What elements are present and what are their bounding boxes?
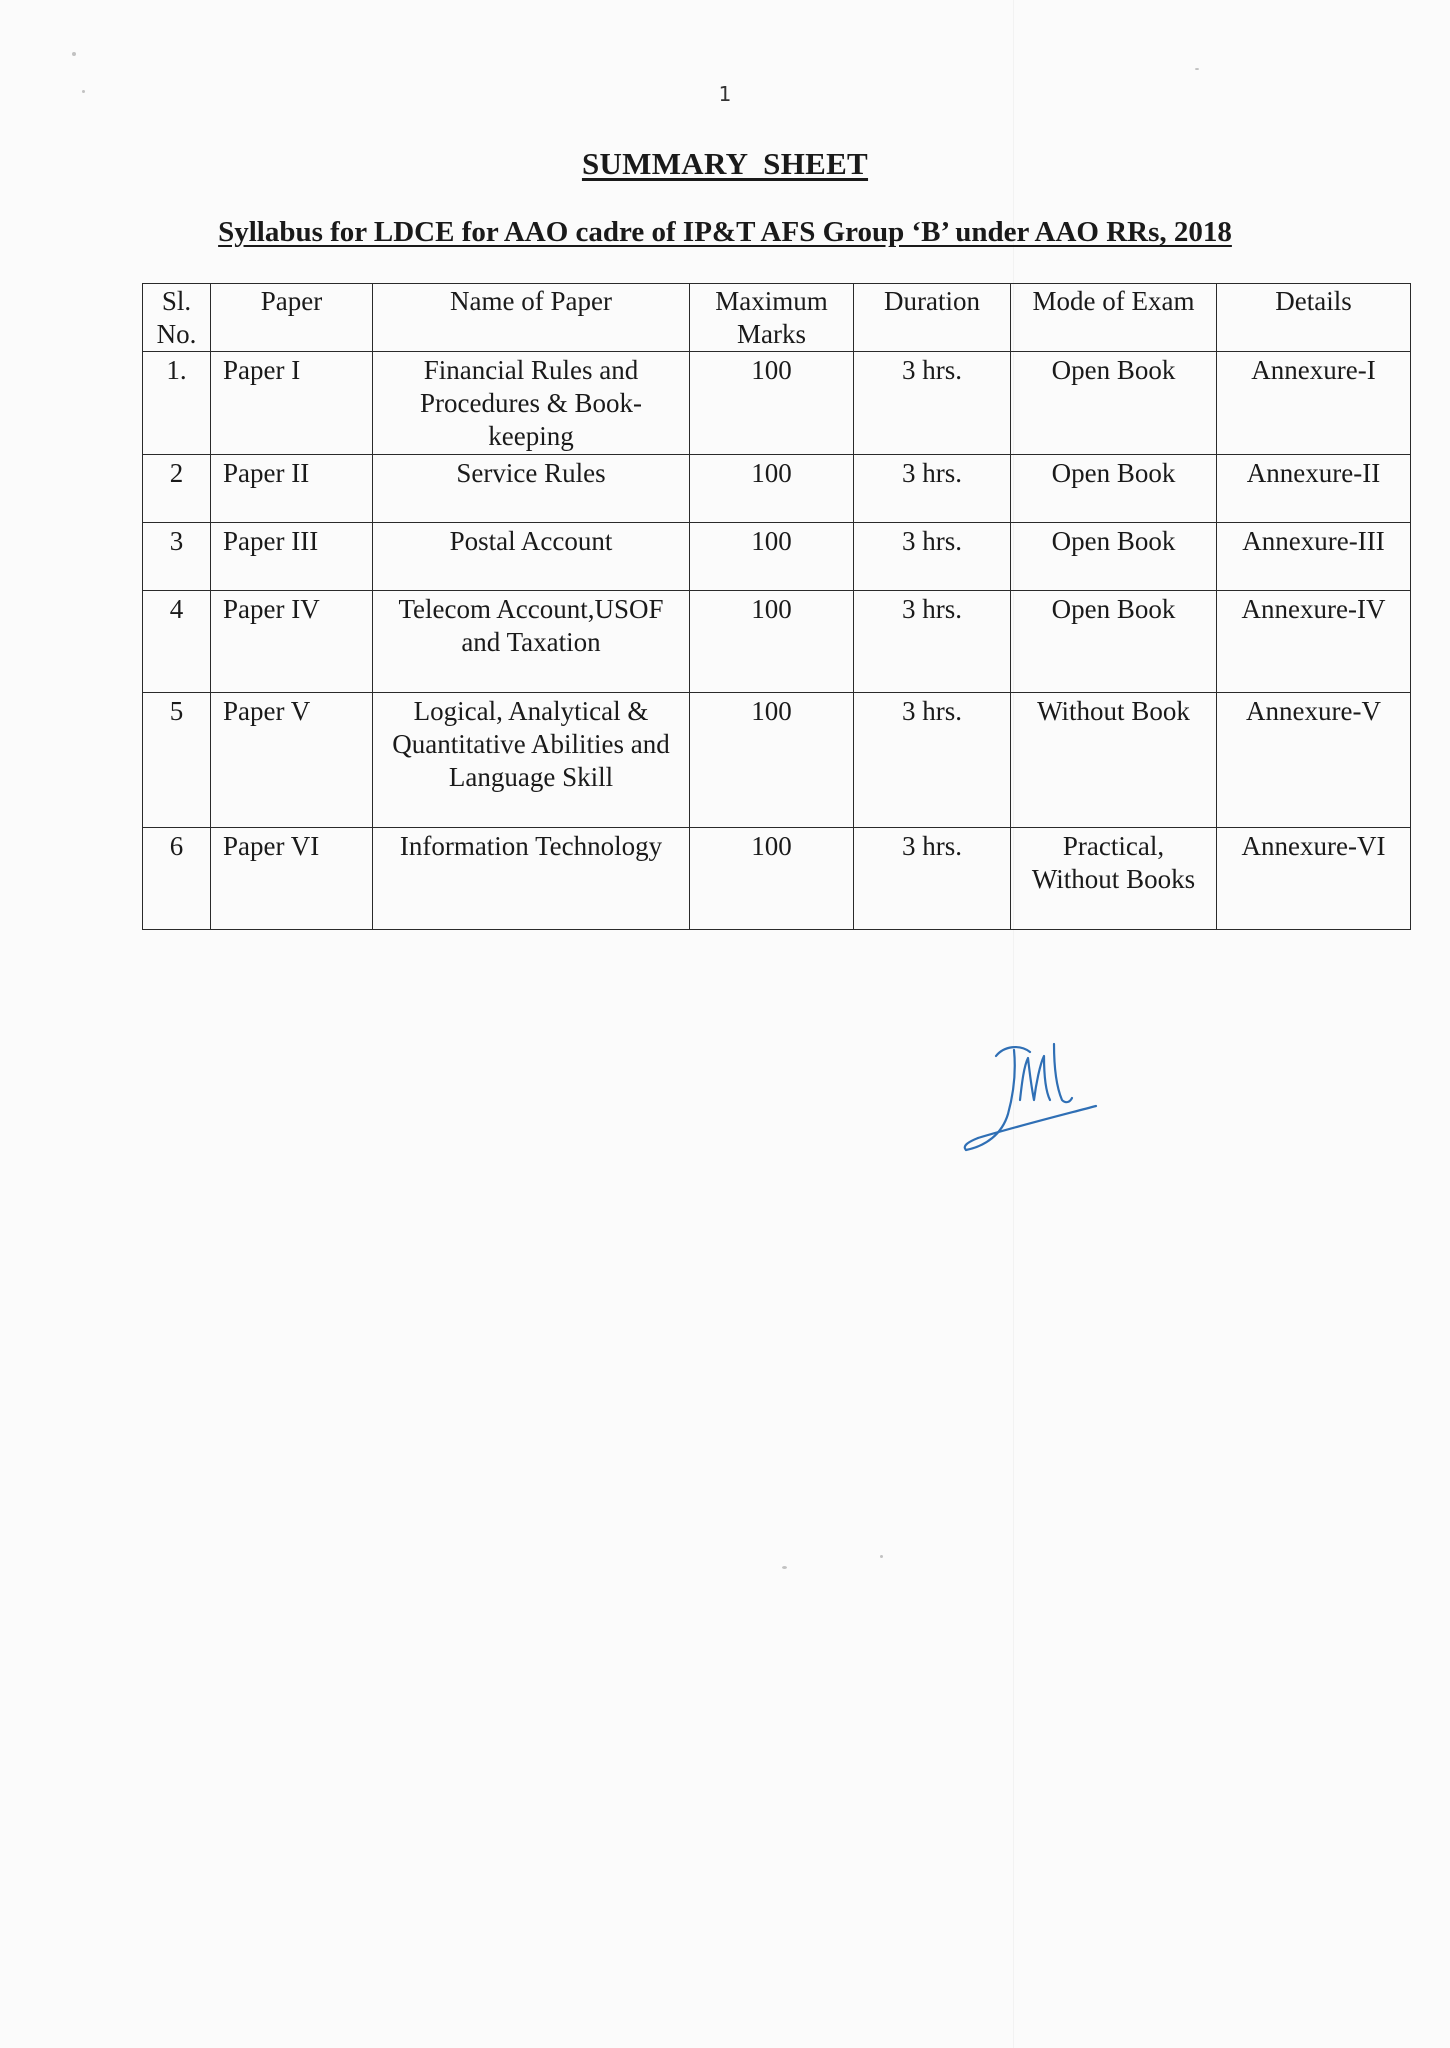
cell-sl-no: 6 bbox=[143, 828, 211, 930]
cell-details: Annexure-IV bbox=[1217, 591, 1411, 693]
table-row bbox=[143, 455, 1411, 523]
handwritten-signature bbox=[958, 1030, 1108, 1160]
cell-details: Annexure-V bbox=[1217, 693, 1411, 828]
scan-speck bbox=[82, 90, 85, 93]
cell-name-of-paper: Telecom Account,USOF and Taxation bbox=[373, 591, 690, 693]
cell-sl-no: 1. bbox=[143, 352, 211, 455]
header-details: Details bbox=[1217, 284, 1411, 352]
cell-duration: 3 hrs. bbox=[854, 523, 1011, 591]
cell-paper: Paper II bbox=[211, 455, 373, 523]
scan-speck bbox=[782, 1566, 787, 1569]
cell-maximum-marks: 100 bbox=[690, 591, 854, 693]
cell-paper: Paper V bbox=[211, 693, 373, 828]
document-title: SUMMARY SHEET bbox=[581, 146, 869, 181]
page-number: 1 bbox=[718, 82, 732, 106]
cell-paper: Paper III bbox=[211, 523, 373, 591]
header-sl-no: Sl. No. bbox=[143, 284, 211, 352]
cell-maximum-marks: 100 bbox=[690, 352, 854, 455]
cell-name-of-paper: Financial Rules and Procedures & Book-keeping bbox=[373, 352, 690, 455]
cell-name-of-paper: Postal Account bbox=[373, 523, 690, 591]
cell-maximum-marks: 100 bbox=[690, 693, 854, 828]
header-mode-of-exam: Mode of Exam bbox=[1011, 284, 1217, 352]
cell-sl-no: 5 bbox=[143, 693, 211, 828]
cell-mode-of-exam: Open Book bbox=[1011, 591, 1217, 693]
cell-name-of-paper: Information Technology bbox=[373, 828, 690, 930]
cell-details: Annexure-III bbox=[1217, 523, 1411, 591]
summary-table bbox=[142, 283, 1411, 930]
cell-maximum-marks: 100 bbox=[690, 455, 854, 523]
cell-mode-of-exam: Open Book bbox=[1011, 352, 1217, 455]
cell-duration: 3 hrs. bbox=[854, 352, 1011, 455]
cell-duration: 3 hrs. bbox=[854, 693, 1011, 828]
cell-paper: Paper IV bbox=[211, 591, 373, 693]
cell-mode-of-exam: Open Book bbox=[1011, 455, 1217, 523]
cell-details: Annexure-I bbox=[1217, 352, 1411, 455]
table-row bbox=[143, 352, 1411, 455]
cell-mode-of-exam: Open Book bbox=[1011, 523, 1217, 591]
cell-details: Annexure-VI bbox=[1217, 828, 1411, 930]
cell-name-of-paper: Logical, Analytical & Quantitative Abilities and Language Skill bbox=[373, 693, 690, 828]
header-duration: Duration bbox=[854, 284, 1011, 352]
header-name-of-paper: Name of Paper bbox=[373, 284, 690, 352]
cell-mode-of-exam: Without Book bbox=[1011, 693, 1217, 828]
scan-speck bbox=[880, 1555, 883, 1558]
cell-duration: 3 hrs. bbox=[854, 591, 1011, 693]
cell-name-of-paper: Service Rules bbox=[373, 455, 690, 523]
cell-maximum-marks: 100 bbox=[690, 828, 854, 930]
scan-speck bbox=[72, 52, 76, 56]
cell-paper: Paper I bbox=[211, 352, 373, 455]
scan-speck bbox=[1195, 68, 1199, 70]
cell-paper: Paper VI bbox=[211, 828, 373, 930]
cell-duration: 3 hrs. bbox=[854, 455, 1011, 523]
cell-sl-no: 3 bbox=[143, 523, 211, 591]
cell-duration: 3 hrs. bbox=[854, 828, 1011, 930]
document-subtitle: Syllabus for LDCE for AAO cadre of IP&T AFS Group ‘B’ under AAO RRs, 2018 bbox=[218, 216, 1232, 248]
cell-maximum-marks: 100 bbox=[690, 523, 854, 591]
header-maximum-marks: Maximum Marks bbox=[690, 284, 854, 352]
cell-sl-no: 2 bbox=[143, 455, 211, 523]
header-paper: Paper bbox=[211, 284, 373, 352]
cell-details: Annexure-II bbox=[1217, 455, 1411, 523]
cell-sl-no: 4 bbox=[143, 591, 211, 693]
signature-strokes bbox=[965, 1044, 1096, 1150]
table-row bbox=[143, 591, 1411, 693]
cell-mode-of-exam: Practical, Without Books bbox=[1011, 828, 1217, 930]
table-header-row bbox=[143, 284, 1411, 352]
table-row bbox=[143, 693, 1411, 828]
table-row bbox=[143, 828, 1411, 930]
table-row bbox=[143, 523, 1411, 591]
